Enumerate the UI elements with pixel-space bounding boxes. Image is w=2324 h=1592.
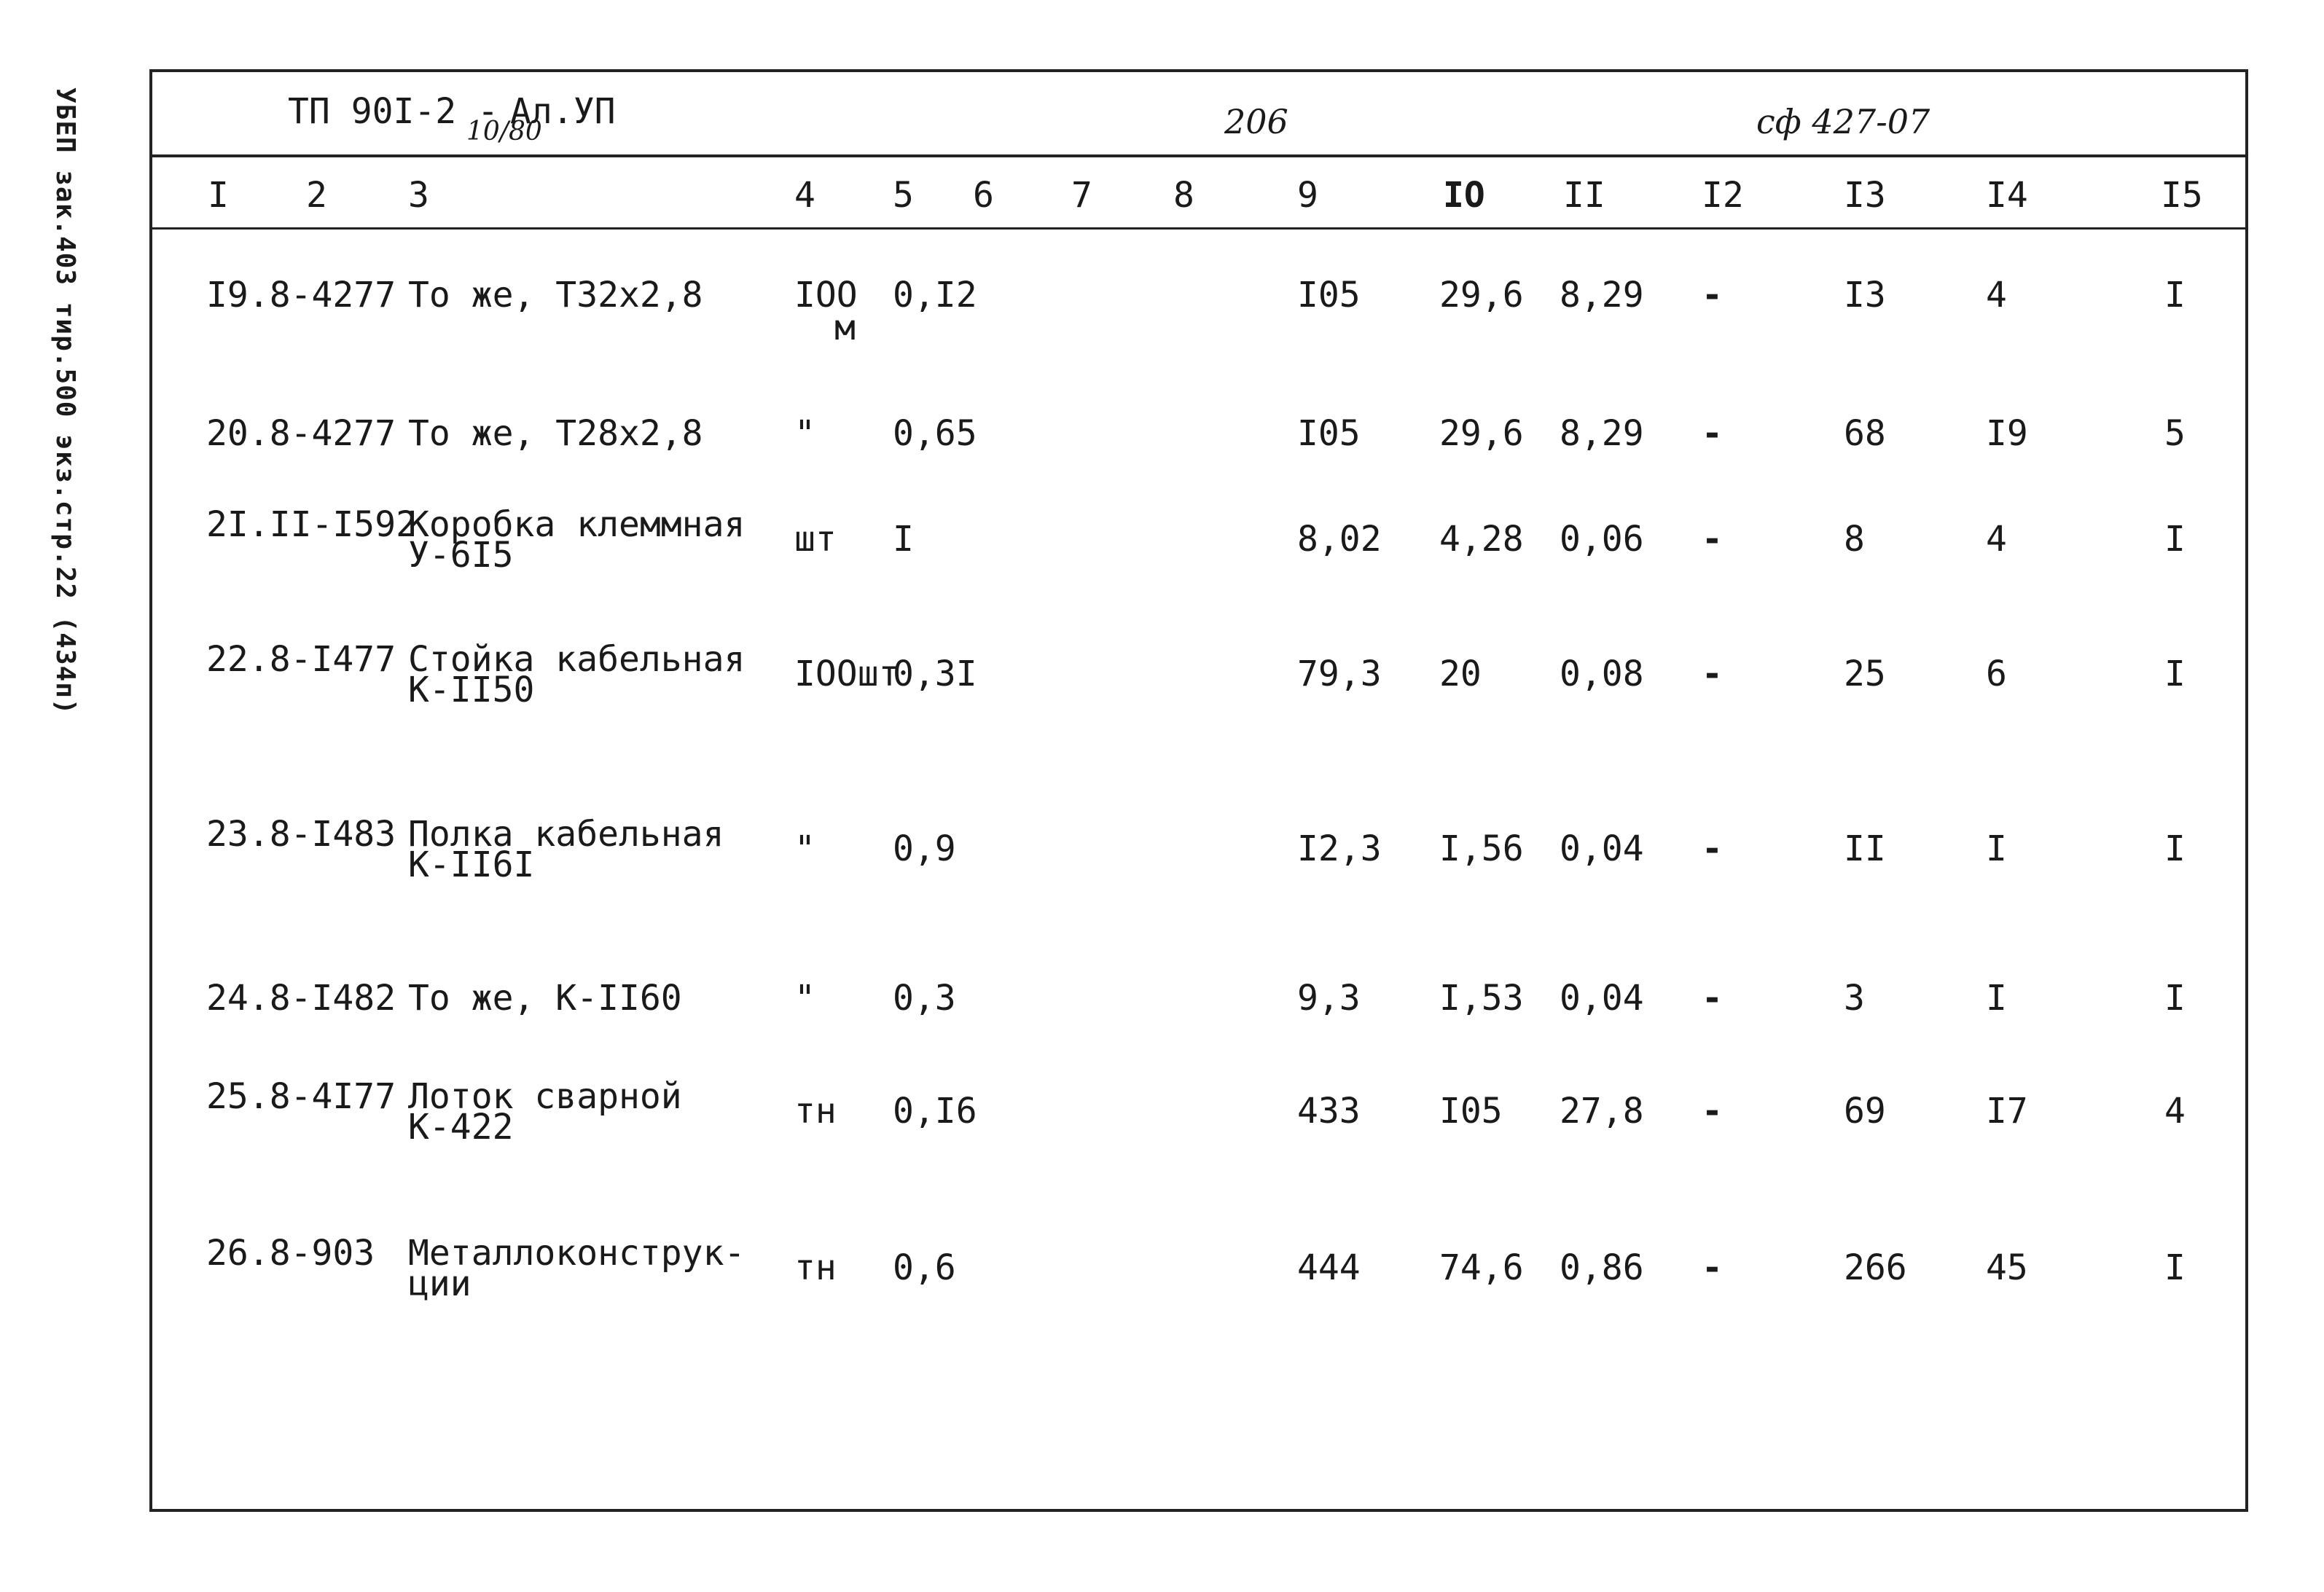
column-header-10: IO	[1443, 175, 1485, 216]
item-name-line2: К-II6I	[408, 844, 535, 885]
col14-value: I	[1986, 978, 2007, 1019]
column-header-3: 3	[408, 175, 429, 216]
quantity: 0,6	[893, 1247, 956, 1288]
col9-value: I2,3	[1297, 828, 1382, 869]
col11-value: 27,8	[1560, 1091, 1644, 1132]
col10-value: 20	[1439, 654, 1482, 694]
col10-value: I05	[1439, 1091, 1503, 1132]
page-number: 206	[1224, 102, 1288, 141]
col12-value: -	[1702, 519, 1723, 560]
header-bottom-rule	[149, 227, 2248, 230]
unit: "	[794, 978, 815, 1019]
item-name-line2: К-II50	[408, 670, 535, 710]
col15-value: I	[2164, 978, 2186, 1019]
side-margin-note	[50, 87, 124, 715]
position-code: 26.8-903	[206, 1233, 375, 1274]
col11-value: 0,08	[1560, 654, 1644, 694]
unit: "	[794, 828, 815, 869]
col15-value: I	[2164, 519, 2186, 560]
col13-value: 25	[1844, 654, 1886, 694]
col15-value: I	[2164, 1247, 2186, 1288]
col10-value: 29,6	[1439, 275, 1524, 315]
item-name: Лоток сварной	[408, 1076, 682, 1117]
col13-value: 266	[1844, 1247, 1907, 1288]
col14-value: 4	[1986, 275, 2007, 315]
col12-value: -	[1702, 1091, 1723, 1132]
col9-value: I05	[1297, 275, 1361, 315]
column-header-11: II	[1563, 175, 1605, 216]
col12-value: -	[1702, 978, 1723, 1019]
doc-code-prefix: ТП 90I-2 -	[288, 91, 498, 132]
column-header-2: 2	[306, 175, 327, 216]
col9-value: 433	[1297, 1091, 1361, 1132]
col13-value: 69	[1844, 1091, 1886, 1132]
quantity: 0,3I	[893, 654, 977, 694]
column-header-7: 7	[1071, 175, 1092, 216]
column-header-9: 9	[1297, 175, 1318, 216]
col15-value: 5	[2164, 413, 2186, 454]
col10-value: 4,28	[1439, 519, 1524, 560]
col14-value: 6	[1986, 654, 2007, 694]
col13-value: 8	[1844, 519, 1865, 560]
col12-value: -	[1702, 828, 1723, 869]
col10-value: I,56	[1439, 828, 1524, 869]
col9-value: 9,3	[1297, 978, 1361, 1019]
col13-value: 68	[1844, 413, 1886, 454]
col14-value: I	[1986, 828, 2007, 869]
doc-code-fraction: 10/80	[466, 117, 542, 146]
column-header-5: 5	[893, 175, 914, 216]
item-name: То же, К-II60	[408, 978, 682, 1019]
item-name-line2: К-422	[408, 1107, 514, 1148]
column-header-13: I3	[1844, 175, 1886, 216]
col14-value: 4	[1986, 519, 2007, 560]
column-header-6: 6	[973, 175, 994, 216]
position-code: 22.8-I477	[206, 639, 396, 680]
col9-value: I05	[1297, 413, 1361, 454]
position-code: 2I.II-I592	[206, 504, 417, 545]
quantity: I	[893, 519, 914, 560]
quantity: 0,I6	[893, 1091, 977, 1132]
col11-value: 8,29	[1560, 275, 1644, 315]
item-name-line2: ции	[408, 1263, 472, 1304]
side-note-text: УБЕП зак.403 тир.500 экз.стр.22 (434п)	[50, 87, 80, 715]
col12-value: -	[1702, 1247, 1723, 1288]
unit: шт	[794, 519, 837, 560]
col9-value: 444	[1297, 1247, 1361, 1288]
col12-value: -	[1702, 654, 1723, 694]
unit: тн	[794, 1247, 837, 1288]
unit: IOOшт	[794, 654, 900, 694]
quantity: 0,I2	[893, 275, 977, 315]
col14-value: I9	[1986, 413, 2028, 454]
item-name: Металлоконструк-	[408, 1233, 746, 1274]
col13-value: 3	[1844, 978, 1865, 1019]
item-name: Стойка кабельная	[408, 639, 746, 680]
col13-value: I3	[1844, 275, 1886, 315]
col10-value: 74,6	[1439, 1247, 1524, 1288]
col13-value: II	[1844, 828, 1886, 869]
unit-line2: м	[834, 307, 856, 348]
item-name-line2: У-6I5	[408, 535, 514, 576]
quantity: 0,9	[893, 828, 956, 869]
column-header-1: I	[208, 175, 229, 216]
column-header-8: 8	[1173, 175, 1194, 216]
header-top-rule	[149, 154, 2248, 157]
unit: IOO	[794, 275, 858, 315]
col14-value: 45	[1986, 1247, 2028, 1288]
position-code: 25.8-4I77	[206, 1076, 396, 1117]
col11-value: 8,29	[1560, 413, 1644, 454]
col15-value: I	[2164, 828, 2186, 869]
col14-value: I7	[1986, 1091, 2028, 1132]
col11-value: 0,04	[1560, 978, 1644, 1019]
unit: тн	[794, 1091, 837, 1132]
position-code: 20.8-4277	[206, 413, 396, 454]
column-header-12: I2	[1702, 175, 1744, 216]
doc-code-suffix: Ал.УП	[510, 91, 616, 132]
position-code: 24.8-I482	[206, 978, 396, 1019]
col10-value: I,53	[1439, 978, 1524, 1019]
col12-value: -	[1702, 413, 1723, 454]
quantity: 0,65	[893, 413, 977, 454]
column-header-15: I5	[2161, 175, 2203, 216]
column-header-14: I4	[1986, 175, 2028, 216]
col10-value: 29,6	[1439, 413, 1524, 454]
unit: "	[794, 413, 815, 454]
col12-value: -	[1702, 275, 1723, 315]
col11-value: 0,06	[1560, 519, 1644, 560]
item-name: Полка кабельная	[408, 814, 724, 855]
column-header-4: 4	[794, 175, 815, 216]
col9-value: 79,3	[1297, 654, 1382, 694]
position-code: I9.8-4277	[206, 275, 396, 315]
item-name: Коробка клеммная	[408, 504, 746, 545]
item-name: То же, Т32х2,8	[408, 275, 703, 315]
item-name: То же, Т28х2,8	[408, 413, 703, 454]
position-code: 23.8-I483	[206, 814, 396, 855]
col11-value: 0,86	[1560, 1247, 1644, 1288]
col9-value: 8,02	[1297, 519, 1382, 560]
col15-value: I	[2164, 654, 2186, 694]
quantity: 0,3	[893, 978, 956, 1019]
col15-value: 4	[2164, 1091, 2186, 1132]
col11-value: 0,04	[1560, 828, 1644, 869]
stamp-number: сф 427-07	[1756, 102, 1930, 141]
col15-value: I	[2164, 275, 2186, 315]
